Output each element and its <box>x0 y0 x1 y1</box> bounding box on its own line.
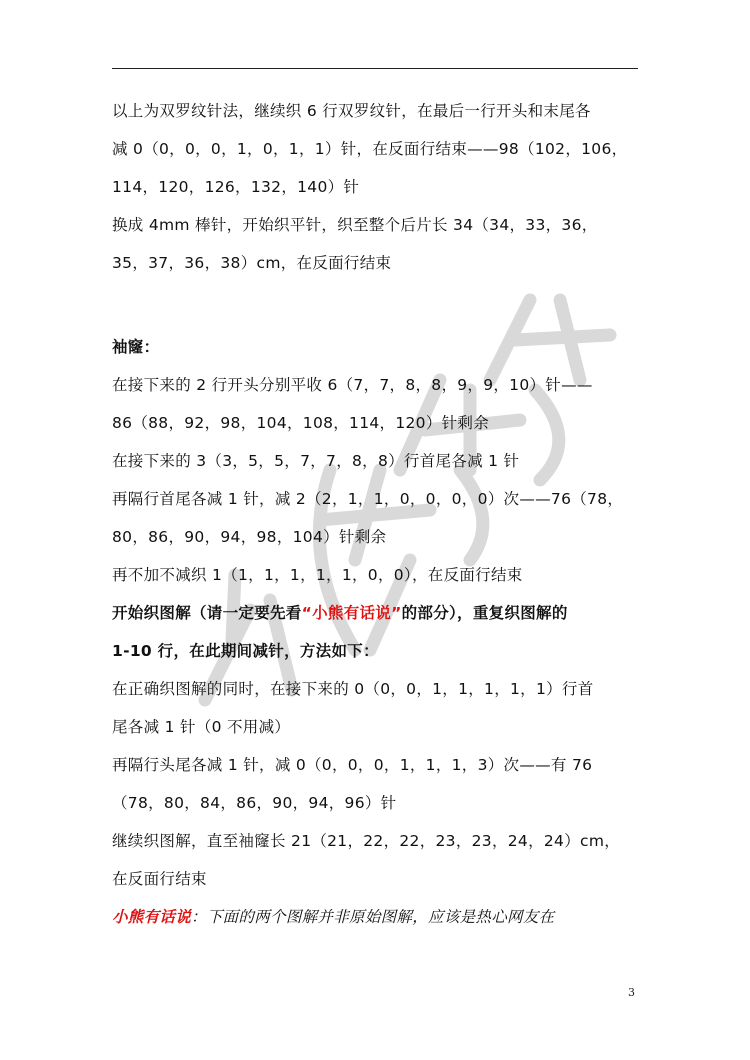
chart-instruction-after: 的部分），重复织图解的 <box>401 604 568 622</box>
text-line: 再不加不减织 1（1，1，1，1，1，0，0），在反面行结束 <box>112 566 523 584</box>
note-label: 小熊有话说 <box>112 908 192 926</box>
text-line: 以上为双罗纹针法，继续织 6 行双罗纹针，在最后一行开头和末尾各 <box>112 102 591 120</box>
chart-instruction-line <box>112 602 568 624</box>
text-line: 尾各减 1 针（0 不用减） <box>112 718 291 736</box>
text-line: 在接下来的 3（3，5，5，7，7，8，8）行首尾各减 1 针 <box>112 452 520 470</box>
text-line: 减 0（0，0，0，1，0，1，1）针，在反面行结束——98（102，106， <box>112 140 628 158</box>
chart-instruction-highlight: “小熊有话说” <box>301 604 402 622</box>
note-line <box>112 906 554 928</box>
text-line: 继续织图解，直至袖窿长 21（21，22，22，23，23，24，24）cm， <box>112 832 621 850</box>
header-rule <box>112 68 638 69</box>
section-heading: 袖窿： <box>112 338 160 356</box>
text-line: 再隔行首尾各减 1 针，减 2（2，1，1，0，0，0，0）次——76（78， <box>112 490 624 508</box>
text-line: 换成 4mm 棒针，开始织平针，织至整个后片长 34（34，33，36， <box>112 216 598 234</box>
note-text: ：下面的两个图解并非原始图解，应该是热心网友在 <box>191 908 555 926</box>
text-line: 再隔行头尾各减 1 针，减 0（0，0，0，1，1，1，3）次——有 76 <box>112 756 593 774</box>
chart-instruction-before: 开始织图解（请一定要先看 <box>112 604 302 622</box>
page-number: 3 <box>628 986 635 999</box>
text-line: 86（88，92，98，104，108，114，120）针剩余 <box>112 414 490 432</box>
text-line: （78，80，84，86，90，94，96）针 <box>112 794 397 812</box>
text-line: 1-10 行，在此期间减针，方法如下： <box>112 642 379 660</box>
text-line: 在反面行结束 <box>112 870 207 888</box>
text-line: 80，86，90，94，98，104）针剩余 <box>112 528 387 546</box>
text-line: 在正确织图解的同时，在接下来的 0（0，0，1，1，1，1，1）行首 <box>112 680 594 698</box>
text-line: 在接下来的 2 行开头分别平收 6（7，7，8，8，9，9，10）针—— <box>112 376 593 394</box>
text-line: 35，37，36，38）cm，在反面行结束 <box>112 254 392 272</box>
text-line: 114，120，126，132，140）针 <box>112 178 360 196</box>
